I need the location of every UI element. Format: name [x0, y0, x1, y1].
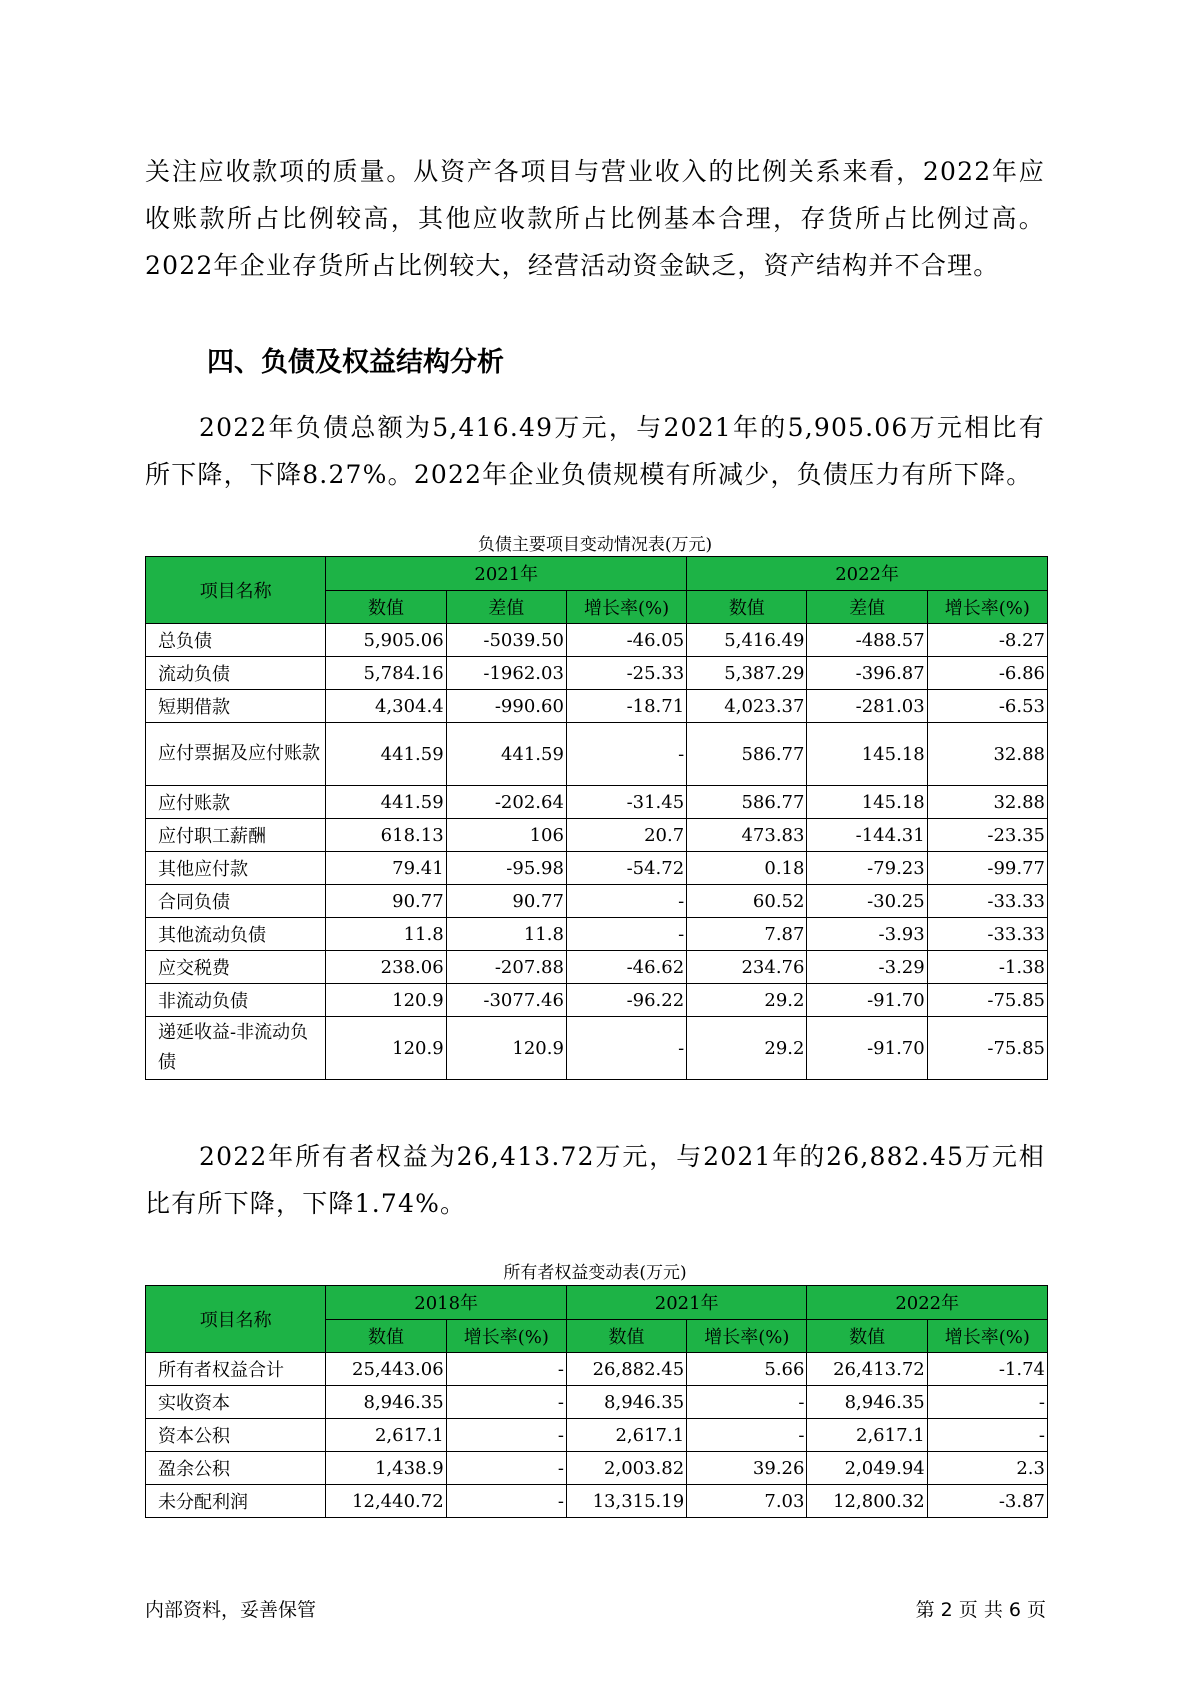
table-cell: 618.13 — [326, 819, 446, 852]
equity-table-body — [146, 1353, 1048, 1518]
table-cell: 5,784.16 — [326, 657, 446, 690]
row-label: 应付职工薪酬 — [146, 819, 326, 852]
table-cell: -31.45 — [566, 786, 686, 819]
table-cell: -488.57 — [807, 624, 927, 657]
table-caption-liabilities: 负债主要项目变动情况表(万元) — [477, 535, 713, 555]
table-cell: 2,617.1 — [807, 1419, 927, 1452]
table-cell: 5,905.06 — [326, 624, 446, 657]
table-cell: -1.38 — [927, 951, 1047, 984]
table-cell: - — [566, 885, 686, 918]
row-label: 实收资本 — [146, 1386, 326, 1419]
table-cell: 2,617.1 — [326, 1419, 446, 1452]
table-cell: 8,946.35 — [326, 1386, 446, 1419]
table-cell: -6.86 — [927, 657, 1047, 690]
row-label: 合同负债 — [146, 885, 326, 918]
table-cell: 120.9 — [326, 984, 446, 1017]
table-row — [146, 657, 1048, 690]
table-row — [146, 852, 1048, 885]
table-cell: 12,440.72 — [326, 1485, 446, 1518]
table-cell: 32.88 — [927, 786, 1047, 819]
header-item-name: 项目名称 — [146, 1286, 326, 1353]
table-cell: -46.05 — [566, 624, 686, 657]
table-row — [146, 723, 1048, 786]
row-label: 应付票据及应付账款 — [146, 723, 326, 786]
table-cell: -1.74 — [927, 1353, 1047, 1386]
table-cell: -91.70 — [807, 984, 927, 1017]
table-cell: -1962.03 — [446, 657, 566, 690]
row-label: 所有者权益合计 — [146, 1353, 326, 1386]
subheader: 增长率(%) — [446, 1319, 566, 1353]
subheader: 增长率(%) — [927, 590, 1047, 624]
table-cell: -281.03 — [807, 690, 927, 723]
table-cell: 5.66 — [687, 1353, 807, 1386]
table-cell: 5,387.29 — [687, 657, 807, 690]
subheader: 差值 — [446, 590, 566, 624]
table-cell: -54.72 — [566, 852, 686, 885]
table-cell: -396.87 — [807, 657, 927, 690]
table-cell: 26,882.45 — [566, 1353, 686, 1386]
table-cell: 25,443.06 — [326, 1353, 446, 1386]
table-cell: 7.87 — [687, 918, 807, 951]
table-cell: 5,416.49 — [687, 624, 807, 657]
table-cell: 145.18 — [807, 723, 927, 786]
table-cell: 145.18 — [807, 786, 927, 819]
table-cell: 29.2 — [687, 1017, 807, 1080]
table-cell: 120.9 — [326, 1017, 446, 1080]
table-cell: -6.53 — [927, 690, 1047, 723]
header-year: 2022年 — [687, 557, 1048, 591]
table-row — [146, 786, 1048, 819]
table-row — [146, 918, 1048, 951]
row-label: 递延收益-非流动负债 — [146, 1017, 326, 1080]
table-cell: 4,023.37 — [687, 690, 807, 723]
subheader: 数值 — [566, 1319, 686, 1353]
row-label: 其他流动负债 — [146, 918, 326, 951]
paragraph-asset-structure: 关注应收款项的质量。从资产各项目与营业收入的比例关系来看，2022年应收账款所占比例较高，其他应收款所占比例基本合理，存货所占比例过高。2022年企业存货所占比例较大，经营活动资金缺乏，资产结构并不合理。 — [145, 157, 1045, 280]
table-row — [146, 1452, 1048, 1485]
header-year: 2021年 — [566, 1286, 807, 1320]
table-row — [146, 1017, 1048, 1080]
table-cell: - — [566, 723, 686, 786]
row-label: 盈余公积 — [146, 1452, 326, 1485]
table-cell: 26,413.72 — [807, 1353, 927, 1386]
row-label: 总负债 — [146, 624, 326, 657]
table-cell: 8,946.35 — [807, 1386, 927, 1419]
table-cell: -91.70 — [807, 1017, 927, 1080]
table-row — [146, 819, 1048, 852]
row-label: 应交税费 — [146, 951, 326, 984]
table-cell: -990.60 — [446, 690, 566, 723]
row-label: 非流动负债 — [146, 984, 326, 1017]
table-cell: 32.88 — [927, 723, 1047, 786]
table-cell: 79.41 — [326, 852, 446, 885]
table-cell: -46.62 — [566, 951, 686, 984]
section-heading: 四、负债及权益结构分析 — [207, 347, 504, 378]
table-cell: 106 — [446, 819, 566, 852]
row-label: 应付账款 — [146, 786, 326, 819]
table-cell: - — [446, 1386, 566, 1419]
table-cell: -75.85 — [927, 984, 1047, 1017]
table-cell: 39.26 — [687, 1452, 807, 1485]
table-cell: 12,800.32 — [807, 1485, 927, 1518]
table-cell: - — [687, 1386, 807, 1419]
table-row — [146, 624, 1048, 657]
table-cell: -144.31 — [807, 819, 927, 852]
table-row — [146, 1485, 1048, 1518]
table-cell: - — [566, 918, 686, 951]
subheader: 差值 — [807, 590, 927, 624]
table-cell: 120.9 — [446, 1017, 566, 1080]
table-cell: -202.64 — [446, 786, 566, 819]
table-cell: -33.33 — [927, 885, 1047, 918]
header-year: 2018年 — [326, 1286, 567, 1320]
table-cell: 29.2 — [687, 984, 807, 1017]
row-label: 其他应付款 — [146, 852, 326, 885]
table-row — [146, 885, 1048, 918]
liabilities-table-body — [146, 624, 1048, 1080]
table-cell: -30.25 — [807, 885, 927, 918]
table-row — [146, 1353, 1048, 1386]
table-cell: 13,315.19 — [566, 1485, 686, 1518]
table-cell: 2,617.1 — [566, 1419, 686, 1452]
table-cell: 586.77 — [687, 723, 807, 786]
subheader: 数值 — [326, 590, 446, 624]
table-row — [146, 1386, 1048, 1419]
table-cell: 473.83 — [687, 819, 807, 852]
header-year: 2021年 — [326, 557, 687, 591]
table-cell: 11.8 — [326, 918, 446, 951]
table-cell: 90.77 — [326, 885, 446, 918]
subheader: 增长率(%) — [927, 1319, 1047, 1353]
table-cell: - — [566, 1017, 686, 1080]
subheader: 数值 — [687, 590, 807, 624]
table-cell: 238.06 — [326, 951, 446, 984]
table-cell: 441.59 — [326, 723, 446, 786]
row-label: 短期借款 — [146, 690, 326, 723]
table-cell: 90.77 — [446, 885, 566, 918]
table-cell: 2.3 — [927, 1452, 1047, 1485]
table-row — [146, 690, 1048, 723]
table-cell: 11.8 — [446, 918, 566, 951]
subheader: 数值 — [807, 1319, 927, 1353]
table-cell: 441.59 — [446, 723, 566, 786]
header-item-name: 项目名称 — [146, 557, 326, 624]
table-cell: - — [927, 1386, 1047, 1419]
table-cell: -95.98 — [446, 852, 566, 885]
row-label: 流动负债 — [146, 657, 326, 690]
table-cell: 20.7 — [566, 819, 686, 852]
table-cell: 1,438.9 — [326, 1452, 446, 1485]
table-cell: 2,049.94 — [807, 1452, 927, 1485]
table-cell: 4,304.4 — [326, 690, 446, 723]
table-cell: 8,946.35 — [566, 1386, 686, 1419]
table-cell: -96.22 — [566, 984, 686, 1017]
table-cell: -25.33 — [566, 657, 686, 690]
table-cell: -8.27 — [927, 624, 1047, 657]
table-cell: -23.35 — [927, 819, 1047, 852]
footer-page-number: 第 2 页 共 6 页 — [915, 1599, 1046, 1621]
table-cell: -3077.46 — [446, 984, 566, 1017]
footer-confidential-note: 内部资料，妥善保管 — [145, 1599, 317, 1621]
table-cell: -3.29 — [807, 951, 927, 984]
table-cell: 441.59 — [326, 786, 446, 819]
table-cell: -79.23 — [807, 852, 927, 885]
header-year: 2022年 — [807, 1286, 1048, 1320]
table-cell: 234.76 — [687, 951, 807, 984]
table-cell: -75.85 — [927, 1017, 1047, 1080]
table-cell: -5039.50 — [446, 624, 566, 657]
table-cell: - — [446, 1419, 566, 1452]
subheader: 增长率(%) — [687, 1319, 807, 1353]
table-cell: 60.52 — [687, 885, 807, 918]
table-row — [146, 984, 1048, 1017]
table-cell: - — [446, 1452, 566, 1485]
table-cell: - — [687, 1419, 807, 1452]
table-cell: - — [446, 1485, 566, 1518]
table-cell: -33.33 — [927, 918, 1047, 951]
paragraph-liabilities: 2022年负债总额为5,416.49万元，与2021年的5,905.06万元相比有所下降，下降8.27%。2022年企业负债规模有所减少，负债压力有所下降。 — [145, 413, 1045, 489]
table-cell: -99.77 — [927, 852, 1047, 885]
table-cell: -18.71 — [566, 690, 686, 723]
table-cell: 0.18 — [687, 852, 807, 885]
table-cell: - — [927, 1419, 1047, 1452]
subheader: 增长率(%) — [566, 590, 686, 624]
liabilities-table — [145, 556, 1048, 1080]
subheader: 数值 — [326, 1319, 446, 1353]
row-label: 未分配利润 — [146, 1485, 326, 1518]
table-cell: -207.88 — [446, 951, 566, 984]
table-cell: 2,003.82 — [566, 1452, 686, 1485]
table-cell: - — [446, 1353, 566, 1386]
table-cell: 7.03 — [687, 1485, 807, 1518]
equity-table — [145, 1285, 1048, 1518]
paragraph-equity: 2022年所有者权益为26,413.72万元，与2021年的26,882.45万元相比有所下降，下降1.74%。 — [145, 1142, 1045, 1218]
table-cell: -3.87 — [927, 1485, 1047, 1518]
table-cell: -3.93 — [807, 918, 927, 951]
table-row — [146, 1419, 1048, 1452]
table-row — [146, 951, 1048, 984]
table-caption-equity: 所有者权益变动表(万元) — [503, 1263, 687, 1283]
row-label: 资本公积 — [146, 1419, 326, 1452]
table-cell: 586.77 — [687, 786, 807, 819]
